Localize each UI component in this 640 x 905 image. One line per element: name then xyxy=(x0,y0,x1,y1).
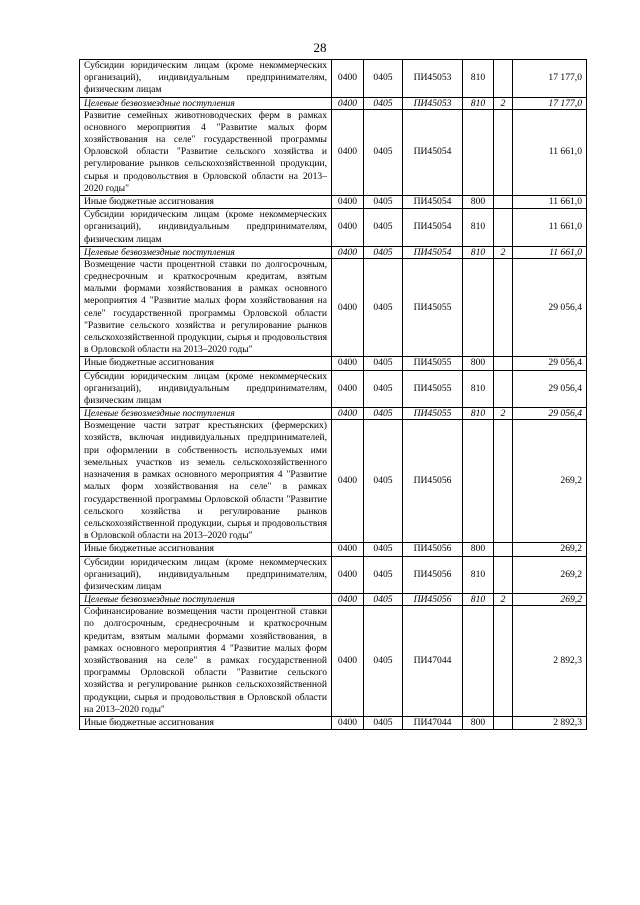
row-name: Софинансирование возмещения части процентной ставки по долгосрочным, среднесрочным и краткосрочным кредитам, взятым малыми формами хозяйствования, в рамках основного мероприятия 4 "Развитие малых форм хозяйствования на селе" в рамках государственной программы Орловской области "Развитие сельского хозяйства и регулирование рынков сельскохозяйственной продукции, сырья и продовольствия в Орловской области на 2013–2020 годы" xyxy=(80,606,332,717)
row-subsection: 0405 xyxy=(364,97,403,109)
row-target-article: ПИ45055 xyxy=(403,408,463,420)
row-section: 0400 xyxy=(332,606,364,717)
row-expense-type: 810 xyxy=(463,97,494,109)
row-source xyxy=(494,196,513,209)
row-name: Субсидии юридическим лицам (кроме некоммерческих организаций), индивидуальным предпринимателям, физическим лицам xyxy=(80,556,332,594)
table-row xyxy=(80,420,587,543)
row-subsection: 0405 xyxy=(364,196,403,209)
row-amount: 2 892,3 xyxy=(513,716,587,729)
row-source xyxy=(494,543,513,556)
table-row xyxy=(80,196,587,209)
row-amount: 17 177,0 xyxy=(513,97,587,109)
row-target-article: ПИ45054 xyxy=(403,196,463,209)
row-section: 0400 xyxy=(332,594,364,606)
row-expense-type: 800 xyxy=(463,357,494,370)
row-name: Иные бюджетные ассигнования xyxy=(80,196,332,209)
table-row xyxy=(80,408,587,420)
table-row xyxy=(80,60,587,98)
row-subsection: 0405 xyxy=(364,606,403,717)
row-source xyxy=(494,60,513,98)
row-source xyxy=(494,357,513,370)
row-section: 0400 xyxy=(332,420,364,543)
row-expense-type: 810 xyxy=(463,556,494,594)
row-amount: 269,2 xyxy=(513,594,587,606)
budget-table xyxy=(79,59,587,730)
row-name: Целевые безвозмездные поступления xyxy=(80,408,332,420)
table-row xyxy=(80,370,587,408)
row-target-article: ПИ45053 xyxy=(403,97,463,109)
row-subsection: 0405 xyxy=(364,543,403,556)
row-source xyxy=(494,109,513,195)
row-name: Развитие семейных животноводческих ферм в рамках основного мероприятия 4 "Развитие малых форм хозяйствования на селе" государственной программы Орловской области "Развитие сельского хозяйства и регулирование рынков сельскохозяйственной продукции, сырья и продовольствия в Орловской области на 2013–2020 годы" xyxy=(80,109,332,195)
row-amount: 29 056,4 xyxy=(513,370,587,408)
row-target-article: ПИ45056 xyxy=(403,420,463,543)
row-amount: 29 056,4 xyxy=(513,408,587,420)
table-row xyxy=(80,357,587,370)
row-expense-type xyxy=(463,109,494,195)
row-subsection: 0405 xyxy=(364,357,403,370)
row-amount: 11 661,0 xyxy=(513,109,587,195)
row-target-article: ПИ45055 xyxy=(403,357,463,370)
row-expense-type: 810 xyxy=(463,209,494,247)
row-name: Иные бюджетные ассигнования xyxy=(80,716,332,729)
row-expense-type: 800 xyxy=(463,543,494,556)
row-amount: 11 661,0 xyxy=(513,246,587,258)
row-amount: 29 056,4 xyxy=(513,357,587,370)
row-target-article: ПИ45055 xyxy=(403,370,463,408)
row-amount: 11 661,0 xyxy=(513,209,587,247)
table-row xyxy=(80,556,587,594)
row-target-article: ПИ45056 xyxy=(403,556,463,594)
row-expense-type: 810 xyxy=(463,594,494,606)
row-section: 0400 xyxy=(332,408,364,420)
row-expense-type: 800 xyxy=(463,716,494,729)
row-amount: 269,2 xyxy=(513,556,587,594)
row-subsection: 0405 xyxy=(364,209,403,247)
table-row xyxy=(80,209,587,247)
row-target-article: ПИ45054 xyxy=(403,209,463,247)
row-expense-type: 810 xyxy=(463,408,494,420)
row-amount: 11 661,0 xyxy=(513,196,587,209)
row-amount: 17 177,0 xyxy=(513,60,587,98)
row-source xyxy=(494,556,513,594)
row-source: 2 xyxy=(494,246,513,258)
row-amount: 269,2 xyxy=(513,420,587,543)
row-subsection: 0405 xyxy=(364,258,403,357)
page-number: 28 xyxy=(313,40,327,55)
row-source: 2 xyxy=(494,594,513,606)
row-source: 2 xyxy=(494,408,513,420)
row-subsection: 0405 xyxy=(364,594,403,606)
row-source xyxy=(494,209,513,247)
table-row xyxy=(80,606,587,717)
row-target-article: ПИ45055 xyxy=(403,258,463,357)
row-name: Возмещение части затрат крестьянских (фермерских) хозяйств, включая индивидуальных предпринимателей, при оформлении в собственность используемых ими земельных участков из земель сельскохозяйственного назначения в рамках основного мероприятия 4 "Развитие малых форм хозяйствования на селе" в рамках государственной программы Орловской области "Развитие сельского хозяйства и регулирование рынков сельскохозяйственной продукции, сырья и продовольствия в Орловской области на 2013–2020 годы" xyxy=(80,420,332,543)
row-target-article: ПИ45054 xyxy=(403,246,463,258)
row-amount: 269,2 xyxy=(513,543,587,556)
row-target-article: ПИ45054 xyxy=(403,109,463,195)
row-name: Возмещение части процентной ставки по долгосрочным, среднесрочным и краткосрочным кредитам, взятым малыми формами хозяйствования в рамках основного мероприятия 4 "Развитие малых форм хозяйствования на селе" государственной программы Орловской области "Развитие сельского хозяйства и регулирование рынков сельскохозяйственной продукции, сырья и продовольствия в Орловской области на 2013–2020 годы" xyxy=(80,258,332,357)
row-section: 0400 xyxy=(332,370,364,408)
row-section: 0400 xyxy=(332,258,364,357)
row-amount: 29 056,4 xyxy=(513,258,587,357)
row-name: Субсидии юридическим лицам (кроме некоммерческих организаций), индивидуальным предпринимателям, физическим лицам xyxy=(80,60,332,98)
row-name: Целевые безвозмездные поступления xyxy=(80,97,332,109)
table-row xyxy=(80,246,587,258)
row-section: 0400 xyxy=(332,209,364,247)
row-subsection: 0405 xyxy=(364,246,403,258)
row-name: Иные бюджетные ассигнования xyxy=(80,543,332,556)
row-expense-type: 810 xyxy=(463,370,494,408)
row-source xyxy=(494,606,513,717)
row-source xyxy=(494,258,513,357)
row-target-article: ПИ47044 xyxy=(403,716,463,729)
row-target-article: ПИ45056 xyxy=(403,543,463,556)
row-section: 0400 xyxy=(332,109,364,195)
row-source xyxy=(494,420,513,543)
table-row xyxy=(80,109,587,195)
row-subsection: 0405 xyxy=(364,420,403,543)
row-name: Субсидии юридическим лицам (кроме некоммерческих организаций), индивидуальным предпринимателям, физическим лицам xyxy=(80,370,332,408)
row-section: 0400 xyxy=(332,246,364,258)
table-row xyxy=(80,716,587,729)
row-name: Иные бюджетные ассигнования xyxy=(80,357,332,370)
row-section: 0400 xyxy=(332,60,364,98)
row-subsection: 0405 xyxy=(364,716,403,729)
row-section: 0400 xyxy=(332,357,364,370)
table-row xyxy=(80,258,587,357)
row-target-article: ПИ47044 xyxy=(403,606,463,717)
row-source xyxy=(494,370,513,408)
row-section: 0400 xyxy=(332,556,364,594)
row-subsection: 0405 xyxy=(364,109,403,195)
row-target-article: ПИ45056 xyxy=(403,594,463,606)
table-row xyxy=(80,97,587,109)
row-subsection: 0405 xyxy=(364,370,403,408)
row-expense-type: 810 xyxy=(463,246,494,258)
row-amount: 2 892,3 xyxy=(513,606,587,717)
row-subsection: 0405 xyxy=(364,408,403,420)
row-expense-type xyxy=(463,420,494,543)
row-expense-type: 810 xyxy=(463,60,494,98)
row-subsection: 0405 xyxy=(364,60,403,98)
table-row xyxy=(80,543,587,556)
row-section: 0400 xyxy=(332,543,364,556)
row-name: Субсидии юридическим лицам (кроме некоммерческих организаций), индивидуальным предпринимателям, физическим лицам xyxy=(80,209,332,247)
row-section: 0400 xyxy=(332,196,364,209)
row-expense-type: 800 xyxy=(463,196,494,209)
table-row xyxy=(80,594,587,606)
row-expense-type xyxy=(463,258,494,357)
row-name: Целевые безвозмездные поступления xyxy=(80,246,332,258)
row-name: Целевые безвозмездные поступления xyxy=(80,594,332,606)
row-subsection: 0405 xyxy=(364,556,403,594)
row-expense-type xyxy=(463,606,494,717)
row-section: 0400 xyxy=(332,716,364,729)
row-section: 0400 xyxy=(332,97,364,109)
row-target-article: ПИ45053 xyxy=(403,60,463,98)
row-source: 2 xyxy=(494,97,513,109)
budget-table-body xyxy=(80,60,587,730)
row-source xyxy=(494,716,513,729)
